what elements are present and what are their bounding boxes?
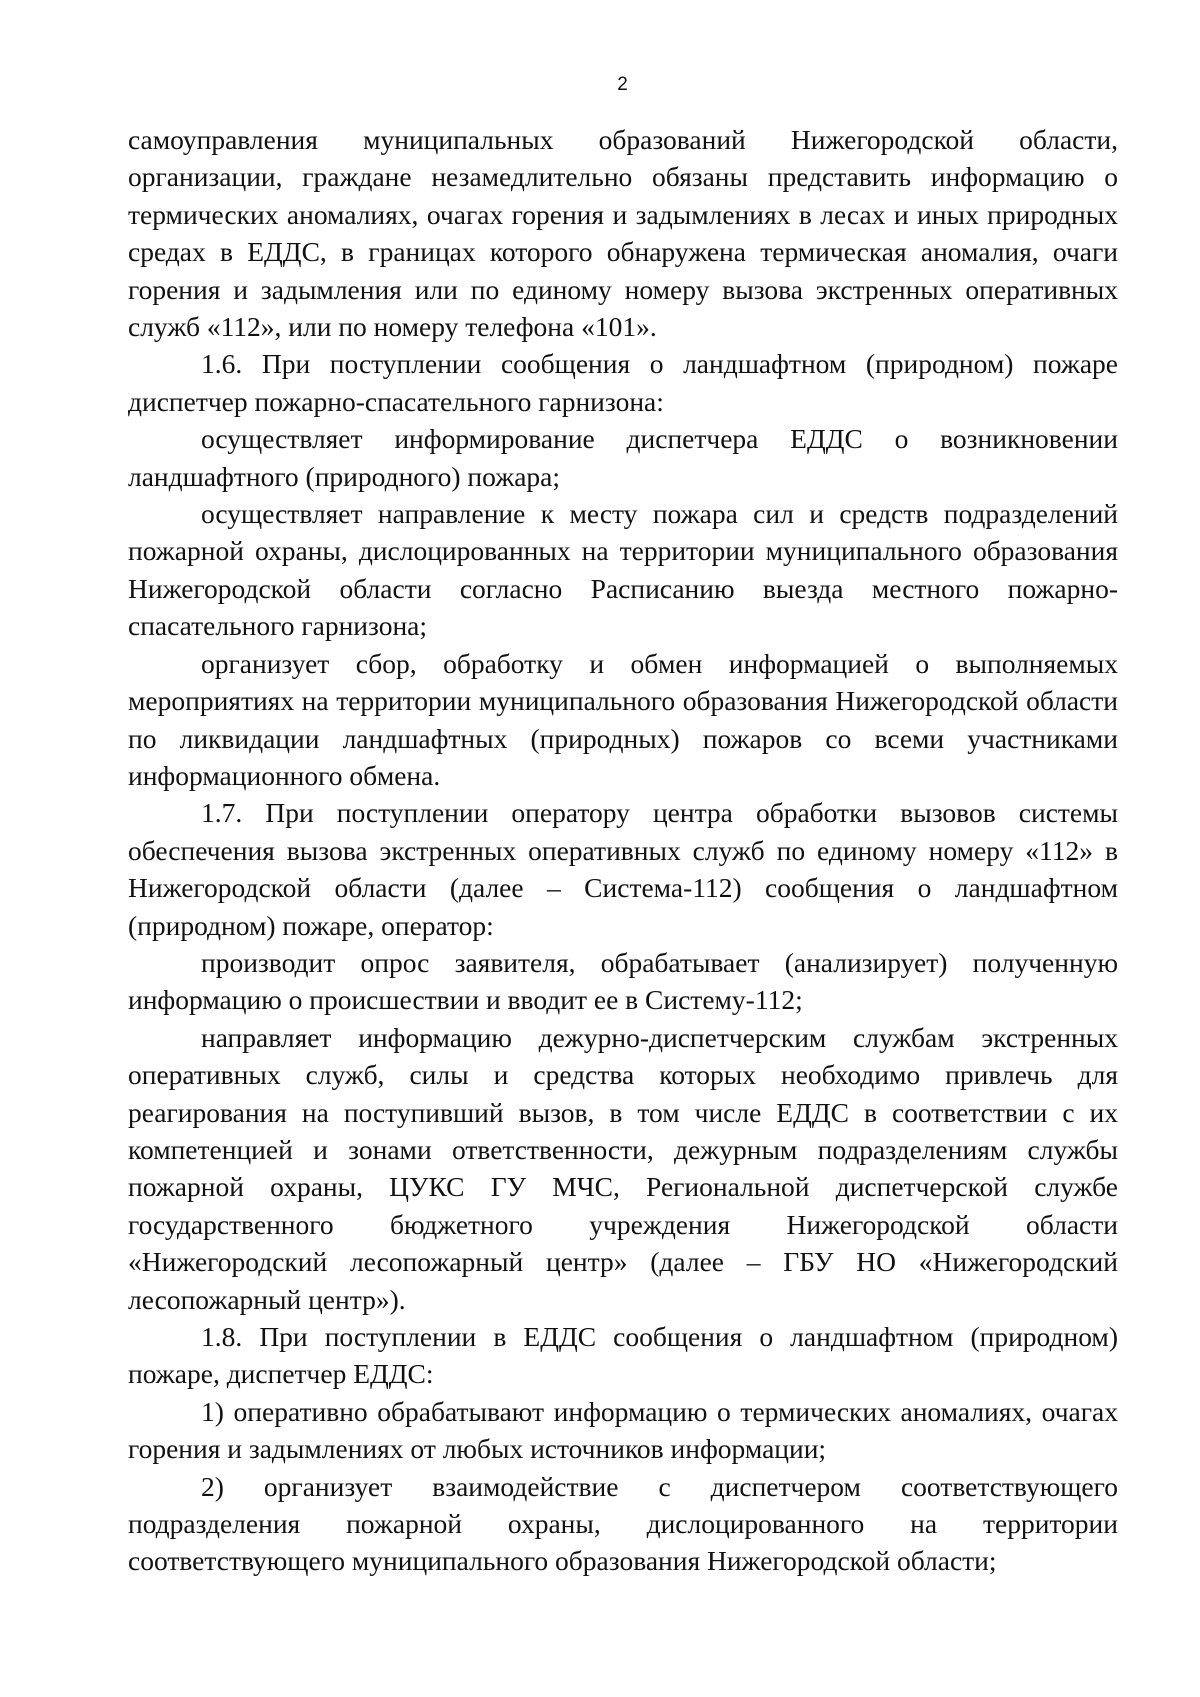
page-number: 2 (617, 74, 628, 95)
paragraph-1-6: 1.6. При поступлении сообщения о ландшафтном (природном) пожаре диспетчер пожарно-спасательного гарнизона: (128, 348, 1118, 417)
paragraph-1-8: 1.8. При поступлении в ЕДДС сообщения о ландшафтном (природном) пожаре, диспетчер ЕДДС: (128, 1321, 1118, 1390)
paragraph-continuation: самоуправления муниципальных образований Нижегородской области, организации, граждане незамедлительно обязаны представить информацию о термических аномалиях, очагах горения и задымлениях в лесах и иных природных средах в ЕДДС, в границах которого обнаружена термическая аномалия, очаги горения и задымления или по единому номеру вызова экстренных оперативных служб «112», или по номеру телефона «101». (128, 124, 1118, 343)
paragraph-1-7-item-forward: направляет информацию дежурно-диспетчерским службам экстренных оперативных служб, силы и средства которых необходимо привлечь для реагирования на поступивший вызов, в том числе ЕДДС в соответствии с их компетенцией и зонами ответственности, дежурным подразделениям службы пожарной охраны, ЦУКС ГУ МЧС, Региональной диспетчерской службе государственного бюджетного учреждения Нижегородской области «Нижегородский лесопожарный центр» (далее – ГБУ НО «Нижегородский лесопожарный центр»). (128, 1021, 1118, 1315)
paragraph-1-6-item-inform: осуществляет информирование диспетчера ЕДДС о возникновении ландшафтного (природного) пожара; (128, 423, 1118, 492)
paragraph-1-7-item-survey: производит опрос заявителя, обрабатывает (анализирует) полученную информацию о происшествии и вводит ее в Систему-112; (128, 946, 1118, 1016)
paragraph-1-8-item-2: 2) организует взаимодействие с диспетчером соответствующего подразделения пожарной охраны, дислоцированного на территории соответствующего муниципального образования Нижегородской области; (128, 1470, 1118, 1577)
paragraph-1-8-item-1: 1) оперативно обрабатывают информацию о термических аномалиях, очагах горения и задымлениях от любых источников информации; (128, 1395, 1118, 1465)
paragraph-1-6-item-organize: организует сбор, обработку и обмен информацией о выполняемых мероприятиях на территории муниципального образования Нижегородской области по ликвидации ландшафтных (природных) пожаров со всеми участниками информационного обмена. (128, 647, 1118, 791)
document-body (128, 121, 1118, 1580)
paragraph-1-7: 1.7. При поступлении оператору центра обработки вызовов системы обеспечения вызова экстренных оперативных служб по единому номеру «112» в Нижегородской области (далее – Система-112) сообщения о ландшафтном (природном) пожаре, оператор: (128, 797, 1118, 941)
paragraph-1-6-item-dispatch: осуществляет направление к месту пожара сил и средств подразделений пожарной охраны, дислоцированных на территории муниципального образования Нижегородской области согласно Расписанию выезда местного пожарно-спасательного гарнизона; (128, 498, 1118, 642)
